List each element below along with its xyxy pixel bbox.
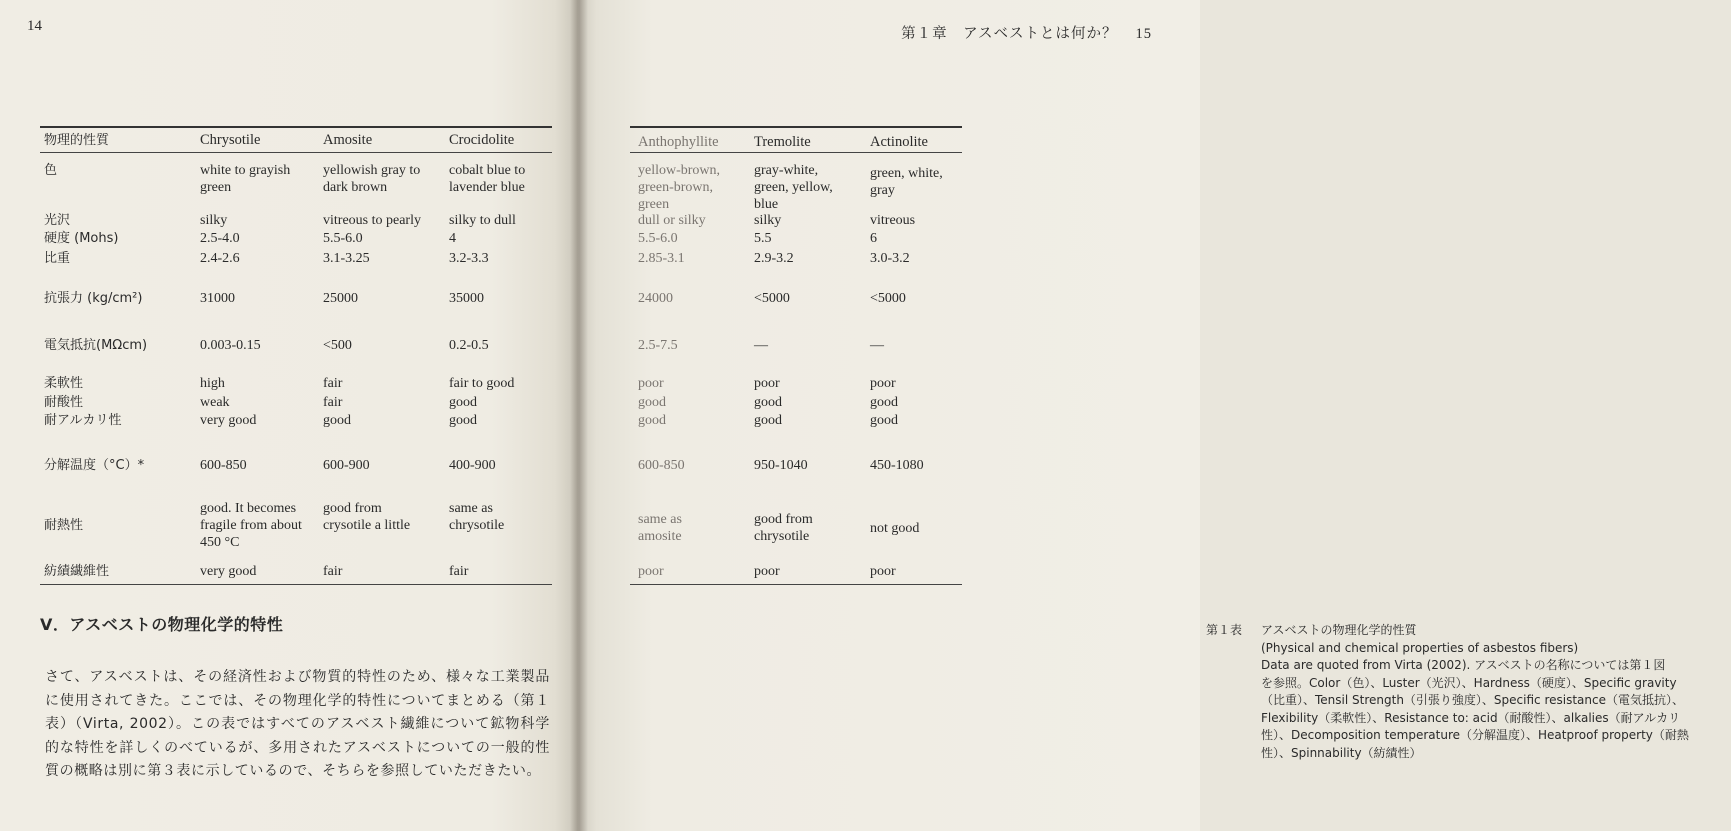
table-cell: yellow-brown,: [638, 163, 721, 178]
table-cell: same as: [638, 512, 682, 527]
body-paragraph: さて、アスベストは、その経済性および物質的特性のため、様々な工業製品に使用されてきた。ここでは、その物理化学的特性についてまとめる（第１表）（Virta, 2002）。この表ではすべてのアスベスト繊維について鉱物科学的な特性を詳しくのべているが、多用されたアスベストについての一般的性質の概略は別に第３表に示しているので、そちらを参照していただきたい。: [45, 669, 550, 779]
column-header: Crocidolite: [449, 132, 515, 148]
caption-line: を参照。Color（色）、Luster（光沢）、Hardness（硬度）、Specific gravity: [1261, 675, 1677, 690]
table-cell: chrysotile: [449, 518, 505, 533]
table-cell: good from: [754, 512, 813, 527]
table-cell: vitreous: [870, 213, 916, 228]
table-cell: 5.5-6.0: [638, 231, 678, 246]
table-cell: 3.2-3.3: [449, 251, 489, 266]
caption-body: [1261, 622, 1731, 762]
table-cell: white to grayish: [200, 163, 291, 178]
table-cell: 3.0-3.2: [870, 251, 910, 266]
table-cell: 600-850: [638, 458, 685, 473]
table-cell: good: [638, 395, 666, 410]
table-cell: chrysotile: [754, 529, 810, 544]
table-cell: gray-white,: [754, 163, 819, 178]
table-header-rule: [40, 152, 552, 153]
table-cell: good. It becomes: [200, 501, 297, 516]
chapter-title: 第１章 アスベストとは何か？: [901, 26, 1118, 42]
table-cell: yellowish gray to: [323, 163, 421, 178]
book-gutter: [570, 0, 588, 831]
table-cell: poor: [638, 564, 664, 579]
caption-line: （比重）、Tensil Strength（引張り強度）、Specific resistance（電気抵抗）、: [1261, 693, 1684, 707]
row-label: 耐酸性: [44, 395, 84, 410]
table-cell: crysotile a little: [323, 518, 411, 533]
column-header: Chrysotile: [200, 132, 261, 148]
table-cell: 400-900: [449, 458, 496, 473]
table-cell: lavender blue: [449, 180, 525, 195]
right-page: [578, 0, 1689, 831]
table-cell: green: [638, 197, 670, 212]
table-cell: green-brown,: [638, 180, 714, 195]
table-header-rule: [630, 152, 962, 153]
table-cell: vitreous to pearly: [323, 213, 421, 228]
table-cell: poor: [754, 564, 780, 579]
table-cell: 35000: [449, 291, 484, 306]
row-label: 硬度 (Mohs): [44, 231, 119, 246]
table-cell: good: [449, 413, 477, 428]
table-cell: 2.9-3.2: [754, 251, 794, 266]
caption-label: 第１表: [1206, 623, 1243, 637]
table-cell: 2.5-7.5: [638, 338, 678, 353]
table-cell: 5.5: [754, 231, 772, 246]
row-label: 耐熱性: [44, 518, 84, 533]
caption-line: Flexibility（柔軟性）、Resistance to: acid（耐酸性）、alkalies（耐アルカリ: [1261, 710, 1681, 725]
table-cell: —: [870, 338, 884, 353]
table-cell: 4: [449, 231, 456, 246]
table-cell: 6: [870, 231, 877, 246]
table-cell: 450-1080: [870, 458, 924, 473]
table-cell: 600-850: [200, 458, 247, 473]
table-cell: 2.85-3.1: [638, 251, 685, 266]
table-cell: gray: [870, 183, 895, 198]
table-bottom-rule: [630, 584, 962, 585]
table-cell: poor: [870, 376, 896, 391]
table-cell: silky: [754, 213, 782, 228]
table-cell: amosite: [638, 529, 682, 544]
table-cell: 5.5-6.0: [323, 231, 363, 246]
table-cell: good: [870, 413, 898, 428]
table-cell: poor: [638, 376, 664, 391]
page-number-right: 15: [1135, 26, 1152, 42]
table-cell: cobalt blue to: [449, 163, 526, 178]
table-cell: fair: [449, 564, 469, 579]
table-cell: 2.4-2.6: [200, 251, 240, 266]
caption-line: アスベストの物理化学的性質: [1261, 623, 1417, 637]
table-cell: high: [200, 376, 225, 391]
column-header: Anthophyllite: [638, 134, 719, 150]
table-cell: 3.1-3.25: [323, 251, 370, 266]
table-cell: fair: [323, 395, 343, 410]
table-bottom-rule: [40, 584, 552, 585]
table-cell: good: [449, 395, 477, 410]
table-cell: weak: [200, 395, 230, 410]
table-cell: good: [870, 395, 898, 410]
table-cell: very good: [200, 564, 257, 579]
column-header: 物理的性質: [44, 133, 110, 148]
page-number-left: 14: [27, 18, 42, 34]
table-cell: <500: [323, 338, 352, 353]
table-cell: 950-1040: [754, 458, 808, 473]
table-cell: good from: [323, 501, 382, 516]
table-cell: good: [754, 395, 782, 410]
section-heading: V．アスベストの物理化学的特性: [40, 615, 284, 634]
column-header: Tremolite: [754, 134, 811, 150]
table-top-rule: [40, 126, 552, 128]
row-label: 耐アルカリ性: [44, 413, 122, 428]
row-label: 比重: [44, 251, 71, 266]
table-cell: fair to good: [449, 376, 515, 391]
table-cell: not good: [870, 521, 920, 536]
table-cell: good: [638, 413, 666, 428]
table-cell: 2.5-4.0: [200, 231, 240, 246]
row-label: 紡績繊維性: [44, 564, 110, 579]
table-cell: good: [754, 413, 782, 428]
column-header: Amosite: [323, 132, 373, 148]
table-cell: blue: [754, 197, 779, 212]
table-cell: fair: [323, 564, 343, 579]
table-cell: 600-900: [323, 458, 370, 473]
table-cell: 31000: [200, 291, 235, 306]
running-head: [901, 22, 1152, 43]
table-cell: fair: [323, 376, 343, 391]
table-top-rule: [630, 126, 962, 128]
table-cell: very good: [200, 413, 257, 428]
table-cell: silky to dull: [449, 213, 516, 228]
table-cell: poor: [754, 376, 780, 391]
row-label: 柔軟性: [44, 376, 84, 391]
table-cell: <5000: [870, 291, 906, 306]
row-label: 光沢: [44, 213, 71, 228]
table-cell: 0.2-0.5: [449, 338, 489, 353]
table-cell: dull or silky: [638, 213, 706, 228]
table-cell: good: [323, 413, 351, 428]
caption-line: 性）、Decomposition temperature（分解温度）、Heatproof property（耐熱: [1261, 728, 1689, 742]
row-label: 分解温度（°C）*: [44, 458, 145, 473]
table-cell: green, yellow,: [754, 180, 833, 195]
column-header: Actinolite: [870, 134, 928, 150]
left-page: [0, 0, 578, 831]
table-cell: silky: [200, 213, 228, 228]
table-cell: 24000: [638, 291, 673, 306]
table-cell: poor: [870, 564, 896, 579]
table-cell: green, white,: [870, 166, 943, 181]
table-cell: —: [754, 338, 768, 353]
table-cell: <5000: [754, 291, 790, 306]
caption-line: 性）、Spinnability（紡績性）: [1261, 745, 1422, 760]
table-cell: same as: [449, 501, 493, 516]
caption-line: Data are quoted from Virta (2002). アスベストの名称については第１図: [1261, 658, 1666, 672]
table-cell: dark brown: [323, 180, 388, 195]
row-label: 抗張力 (kg/cm²): [44, 291, 143, 306]
table-cell: green: [200, 180, 232, 195]
table-cell: 0.003-0.15: [200, 338, 261, 353]
table-cell: 25000: [323, 291, 358, 306]
table-cell: 450 °C: [200, 535, 240, 550]
table-cell: fragile from about: [200, 518, 302, 533]
caption-line: (Physical and chemical properties of asbestos fibers): [1261, 640, 1579, 655]
row-label: 色: [44, 163, 58, 178]
row-label: 電気抵抗(MΩcm): [44, 338, 148, 353]
